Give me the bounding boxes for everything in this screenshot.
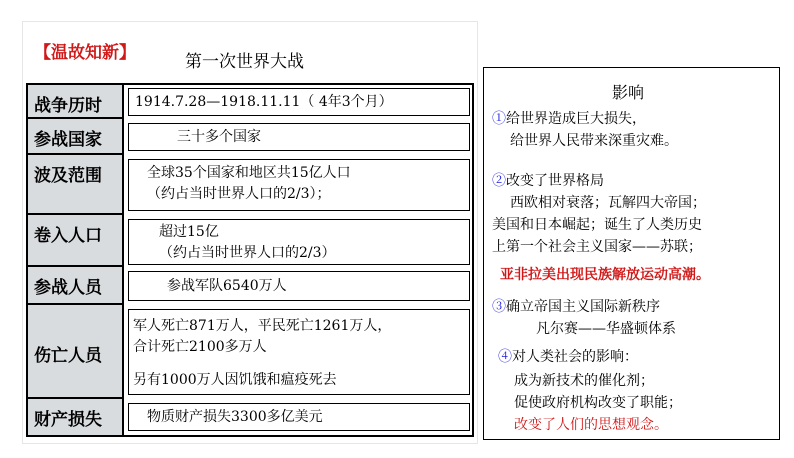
impact-2-highlight: 亚非拉美出现民族解放运动高潮。 [500, 267, 710, 283]
row-label-duration: 战争历时 [28, 85, 124, 119]
casualties-line-2: 合计死亡2100多万人 [133, 339, 267, 355]
row-label-population: 卷入人口 [28, 215, 124, 267]
countries-text: 三十多个国家 [177, 129, 261, 145]
row-value-property [128, 403, 470, 431]
impact-panel [483, 67, 780, 440]
row-label-troops: 参战人员 [28, 267, 124, 305]
scope-line-2: （约占当时世界人口的2/3）； [147, 186, 331, 202]
casualties-line-1: 军人死亡871万人，平民死亡1261万人， [133, 318, 392, 334]
impact-heading: 影响 [612, 83, 645, 102]
impact-4-text: 对人类社会的影响： [512, 349, 638, 365]
impact-4-line-1 [498, 346, 638, 366]
row-label-casualties: 伤亡人员 [28, 305, 124, 399]
troops-text: 参战军队6540万人 [167, 278, 287, 294]
impact-2-number: ② [492, 173, 506, 189]
impact-2-line-3: 美国和日本崛起；诞生了人类历史 [492, 217, 702, 233]
property-text: 物质财产损失3300多亿美元 [147, 409, 323, 425]
impact-2-text: 改变了世界格局 [506, 173, 604, 189]
impact-1-line-1 [492, 108, 646, 128]
impact-2-line-4: 上第一个社会主义国家——苏联； [492, 239, 702, 255]
row-value-population [128, 219, 470, 265]
impact-3-number: ③ [492, 299, 506, 315]
row-label-scope: 波及范围 [28, 155, 124, 215]
scope-line-1: 全球35个国家和地区共15亿人口 [147, 165, 351, 181]
page-title: 第一次世界大战 [185, 52, 304, 72]
impact-4-line-3: 促使政府机构改变了职能； [514, 395, 682, 411]
impact-4-number: ④ [498, 349, 512, 365]
casualties-line-3: 另有1000万人因饥饿和瘟疫死去 [133, 372, 337, 388]
impact-2-line-2: 西欧相对衰落；瓦解四大帝国； [510, 195, 706, 211]
impact-3-line-2: 凡尔赛——华盛顿体系 [536, 321, 676, 337]
impact-1-line-2: 给世界人民带来深重灾难。 [510, 133, 678, 149]
row-value-duration [128, 88, 470, 116]
population-line-1: 超过15亿 [159, 224, 219, 240]
facts-table [26, 83, 474, 437]
row-value-countries [128, 123, 470, 151]
impact-1-number: ① [492, 111, 506, 127]
review-tag: 【温故知新】 [34, 43, 136, 63]
impact-2-line-1 [492, 170, 604, 190]
row-value-scope [128, 159, 470, 211]
population-line-2: （约占当时世界人口的2/3） [159, 245, 336, 261]
impact-4-line-2: 成为新技术的催化剂； [514, 373, 654, 389]
impact-1-text: 给世界造成巨大损失， [506, 111, 646, 127]
impact-4-line-4: 改变了人们的思想观念。 [514, 417, 668, 433]
impact-3-text: 确立帝国主义国际新秩序 [506, 299, 660, 315]
row-value-casualties [128, 309, 470, 395]
row-label-property: 财产损失 [28, 399, 124, 435]
row-value-troops [128, 271, 470, 301]
row-label-countries: 参战国家 [28, 119, 124, 155]
impact-3-line-1 [492, 296, 660, 316]
duration-text: 1914.7.28—1918.11.11（ 4年3个月） [135, 94, 393, 110]
